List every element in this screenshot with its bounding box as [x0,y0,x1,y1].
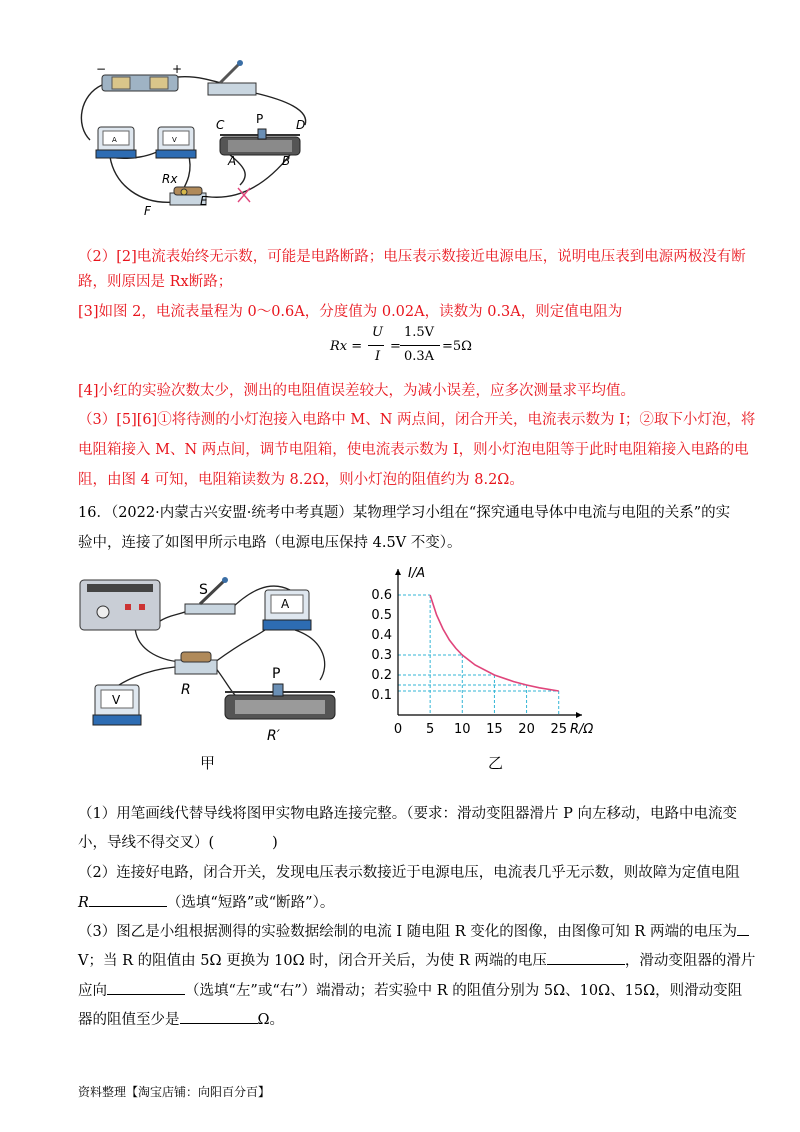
svg-text:P: P [272,666,281,682]
footer-note: 资料整理【淘宝店铺：向阳百分百】 [78,1085,271,1099]
svg-text:D: D [296,118,306,132]
answer-p3: [3]如图 2，电流表量程为 0～0.6A，分度值为 0.02A，读数为 0.3A，则定值电阻为 [78,304,623,320]
q1-line1: （1）用笔画线代替导线将图甲实物电路连接完整。（要求：滑动变阻器滑片 P 向左移动，电路中电流变 [78,806,737,822]
svg-text:V: V [172,136,177,144]
y-tick-label-5: 0.6 [371,588,392,603]
formula-i: I [375,349,381,364]
y-axis-label: I/A [408,566,426,581]
svg-text:P: P [256,112,264,126]
caption-yi: 乙 [488,754,504,772]
switch-icon [185,577,235,614]
y-axis-arrow [395,569,401,575]
x-tick-label-2: 10 [454,722,471,737]
svg-text:A: A [281,597,290,611]
formula-num: 1.5V [404,325,435,340]
x-tick-label-4: 20 [518,722,535,737]
q16-line1: 16．（2022·内蒙古兴安盟·统考中考真题）某物理学习小组在“探究通电导体中电流与电阻的关系”的实 [78,505,731,521]
power-supply-icon [80,580,160,630]
svg-text:A: A [112,136,117,144]
q3-line3: 应向 （选填“左”或“右”）端滑动；若实验中 R 的阻值分别为 5Ω、10Ω、15Ω，则滑动变阻 [78,979,742,1002]
svg-text:S: S [199,582,208,598]
x-tick-label-0: 0 [393,722,403,737]
y-tick-label-2: 0.3 [371,648,392,663]
caption-jia: 甲 [200,754,216,772]
battery-minus-label: − [96,62,107,76]
y-tick-label-3: 0.4 [371,628,392,643]
battery-icon [102,75,178,91]
x-tick-label-5: 25 [550,722,567,737]
svg-text:V: V [112,693,121,707]
q16-line2: 验中，连接了如图甲所示电路（电源电压保持 4.5V 不变）。 [78,535,462,551]
q3-min-resistance-blank[interactable] [180,1008,258,1024]
voltmeter-icon [156,127,196,158]
svg-text:E: E [200,194,208,208]
x-axis-arrow [576,712,582,718]
y-tick-label-0: 0.1 [371,688,392,703]
svg-text:F: F [144,204,151,218]
svg-text:A: A [228,154,237,168]
x-tick-label-1: 5 [426,722,435,737]
q2-r-label: R [78,895,89,911]
battery-plus-label: + [172,62,183,76]
svg-text:B: B [282,154,291,168]
svg-text:R: R [181,682,191,698]
rheostat-icon [225,684,335,719]
answer-p5-line3: 阻，由图 4 可知，电阻箱读数为 8.2Ω，则小灯泡的阻值约为 8.2Ω。 [78,472,524,488]
resistance-formula: Rx = U I = 1.5V 0.3A =5Ω [330,325,472,364]
formula-den: 0.3A [404,349,435,364]
switch-icon [208,60,256,95]
q2-answer-blank[interactable] [89,891,167,907]
circuit-figure-1 [70,55,330,220]
q2-line2: R （选填“短路”或“断路”）。 [78,891,334,914]
q3-line4: 器的阻值至少是 Ω。 [78,1008,284,1031]
y-tick-label-1: 0.2 [371,668,392,683]
q3-line1: （3）图乙是小组根据测得的实验数据绘制的电流 I 随电阻 R 变化的图像，由图像可知 R 两端的电压为 [78,920,749,943]
q3-voltage-blank[interactable] [737,920,749,936]
svg-text:R′: R′ [267,728,280,744]
q3-voltage-change-blank[interactable] [547,949,625,965]
answer-p5-line1: （3）[5][6]①将待测的小灯泡接入电路中 M、N 两点间，闭合开关，电流表示数为 I；②取下小灯泡，将 [78,412,756,428]
rheostat-icon [220,129,300,155]
q2-line1: （2）连接好电路，闭合开关，发现电压表示数接近于电源电压，电流表几乎无示数，则故障为定值电阻 [78,865,740,881]
q1-line2: 小，导线不得交叉）( ) [78,835,278,851]
answer-p5-line2: 电阻箱接入 M、N 两点间，调节电阻箱，使电流表示数为 I，则小灯泡电阻等于此时电阻箱接入电路的电 [78,442,749,458]
answer-p2-line2: 路，则原因是 Rx断路； [78,274,233,290]
answer-p4: [4]小红的实验次数太少，测出的电阻值误差较大，为减小误差，应多次测量求平均值。 [78,383,636,399]
x-axis-label: R/Ω [570,722,594,737]
circuit-figure-jia [75,570,345,750]
svg-text:Rx: Rx [162,172,178,186]
answer-p2-line1: （2）[2]电流表始终无示数，可能是电路断路；电压表示数接近电源电压，说明电压表到电源两极没有断 [78,249,746,265]
svg-text:C: C [216,118,225,132]
current-resistance-chart [360,560,594,745]
formula-result: =5Ω [442,339,472,354]
formula-u: U [372,325,383,340]
ammeter-icon [96,127,136,158]
q3-direction-blank[interactable] [107,979,185,995]
q3-line2: V；当 R 的阻值由 5Ω 更换为 10Ω 时，闭合开关后，为使 R 两端的电压 ，滑动变阻器的滑片 [78,949,755,972]
x-tick-label-3: 15 [486,722,503,737]
formula-lhs: Rx = [330,339,363,354]
resistor-r-icon [175,652,217,674]
y-tick-label-4: 0.5 [371,608,392,623]
